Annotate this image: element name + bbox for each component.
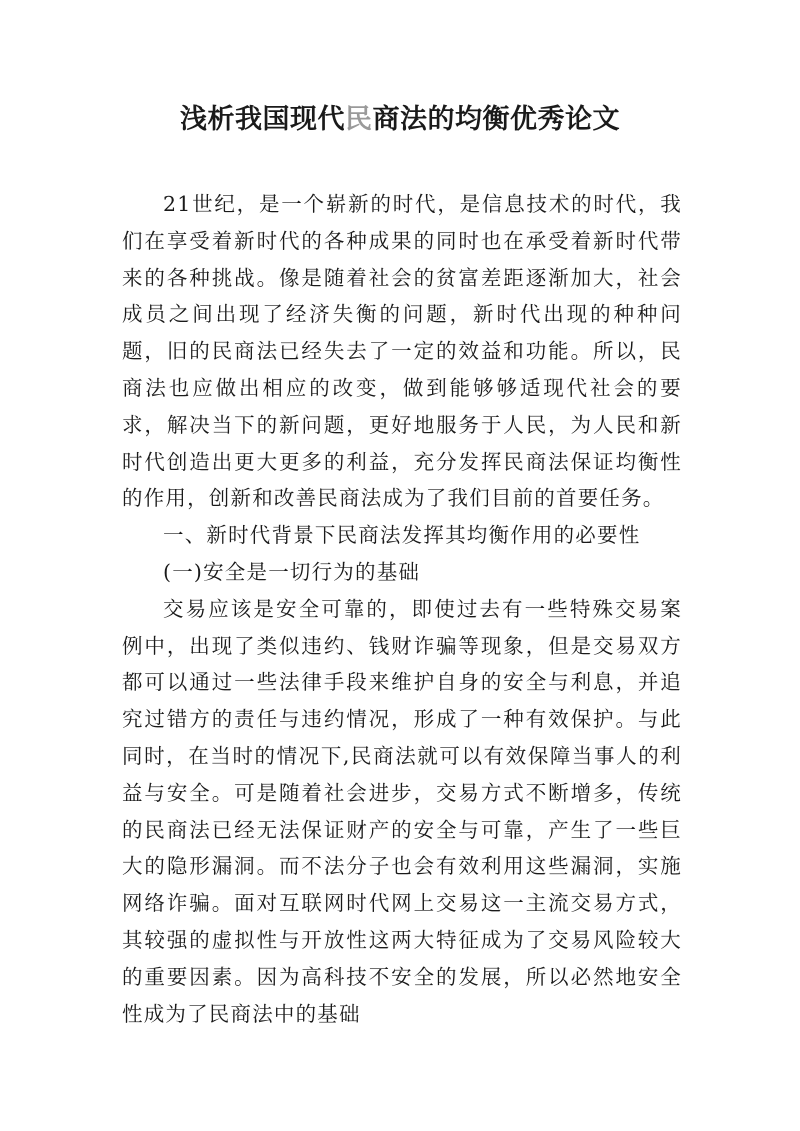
title-part-1: 浅析我国现代	[180, 104, 345, 135]
title-faded-char: 民	[345, 104, 373, 135]
paragraph-intro: 21世纪，是一个崭新的时代，是信息技术的时代，我们在享受着新时代的各种成果的同时也在承受着新时代带来的各种挑战。像是随着社会的贫富差距逐渐加大，社会成员之间出现了经济失衡的问题，新时代出现的种种问题，旧的民商法已经失去了一定的效益和功能。所以，民商法也应做出相应的改变，做到能够够适现代社会的要求，解决当下的新问题，更好地服务于人民，为人民和新时代创造出更大更多的利益，充分发挥民商法保证均衡性的作用，创新和改善民商法成为了我们目前的首要任务。	[122, 192, 682, 511]
document-body	[122, 186, 682, 1032]
subsection-heading: (一)安全是一切行为的基础	[163, 559, 421, 584]
document-title	[0, 100, 800, 140]
paragraph-safety: 交易应该是安全可靠的，即使过去有一些特殊交易案例中，出现了类似违约、钱财诈骗等现象，但是交易双方都可以通过一些法律手段来维护自身的安全与利息，并追究过错方的责任与违约情况，形成了一种有效保护。与此同时，在当时的情况下,民商法就可以有效保障当事人的利益与安全。可是随着社会进步，交易方式不断增多，传统的民商法已经无法保证财产的安全与可靠，产生了一些巨大的隐形漏洞。而不法分子也会有效利用这些漏洞，实施网络诈骗。面对互联网时代网上交易这一主流交易方式，其较强的虚拟性与开放性这两大特征成为了交易风险较大的重要因素。因为高科技不安全的发展，所以必然地安全性成为了民商法中的基础	[122, 596, 682, 1026]
section-heading: 一、新时代背景下民商法发挥其均衡作用的必要性	[163, 523, 641, 548]
title-part-2: 商法的均衡优秀论文	[372, 104, 620, 135]
